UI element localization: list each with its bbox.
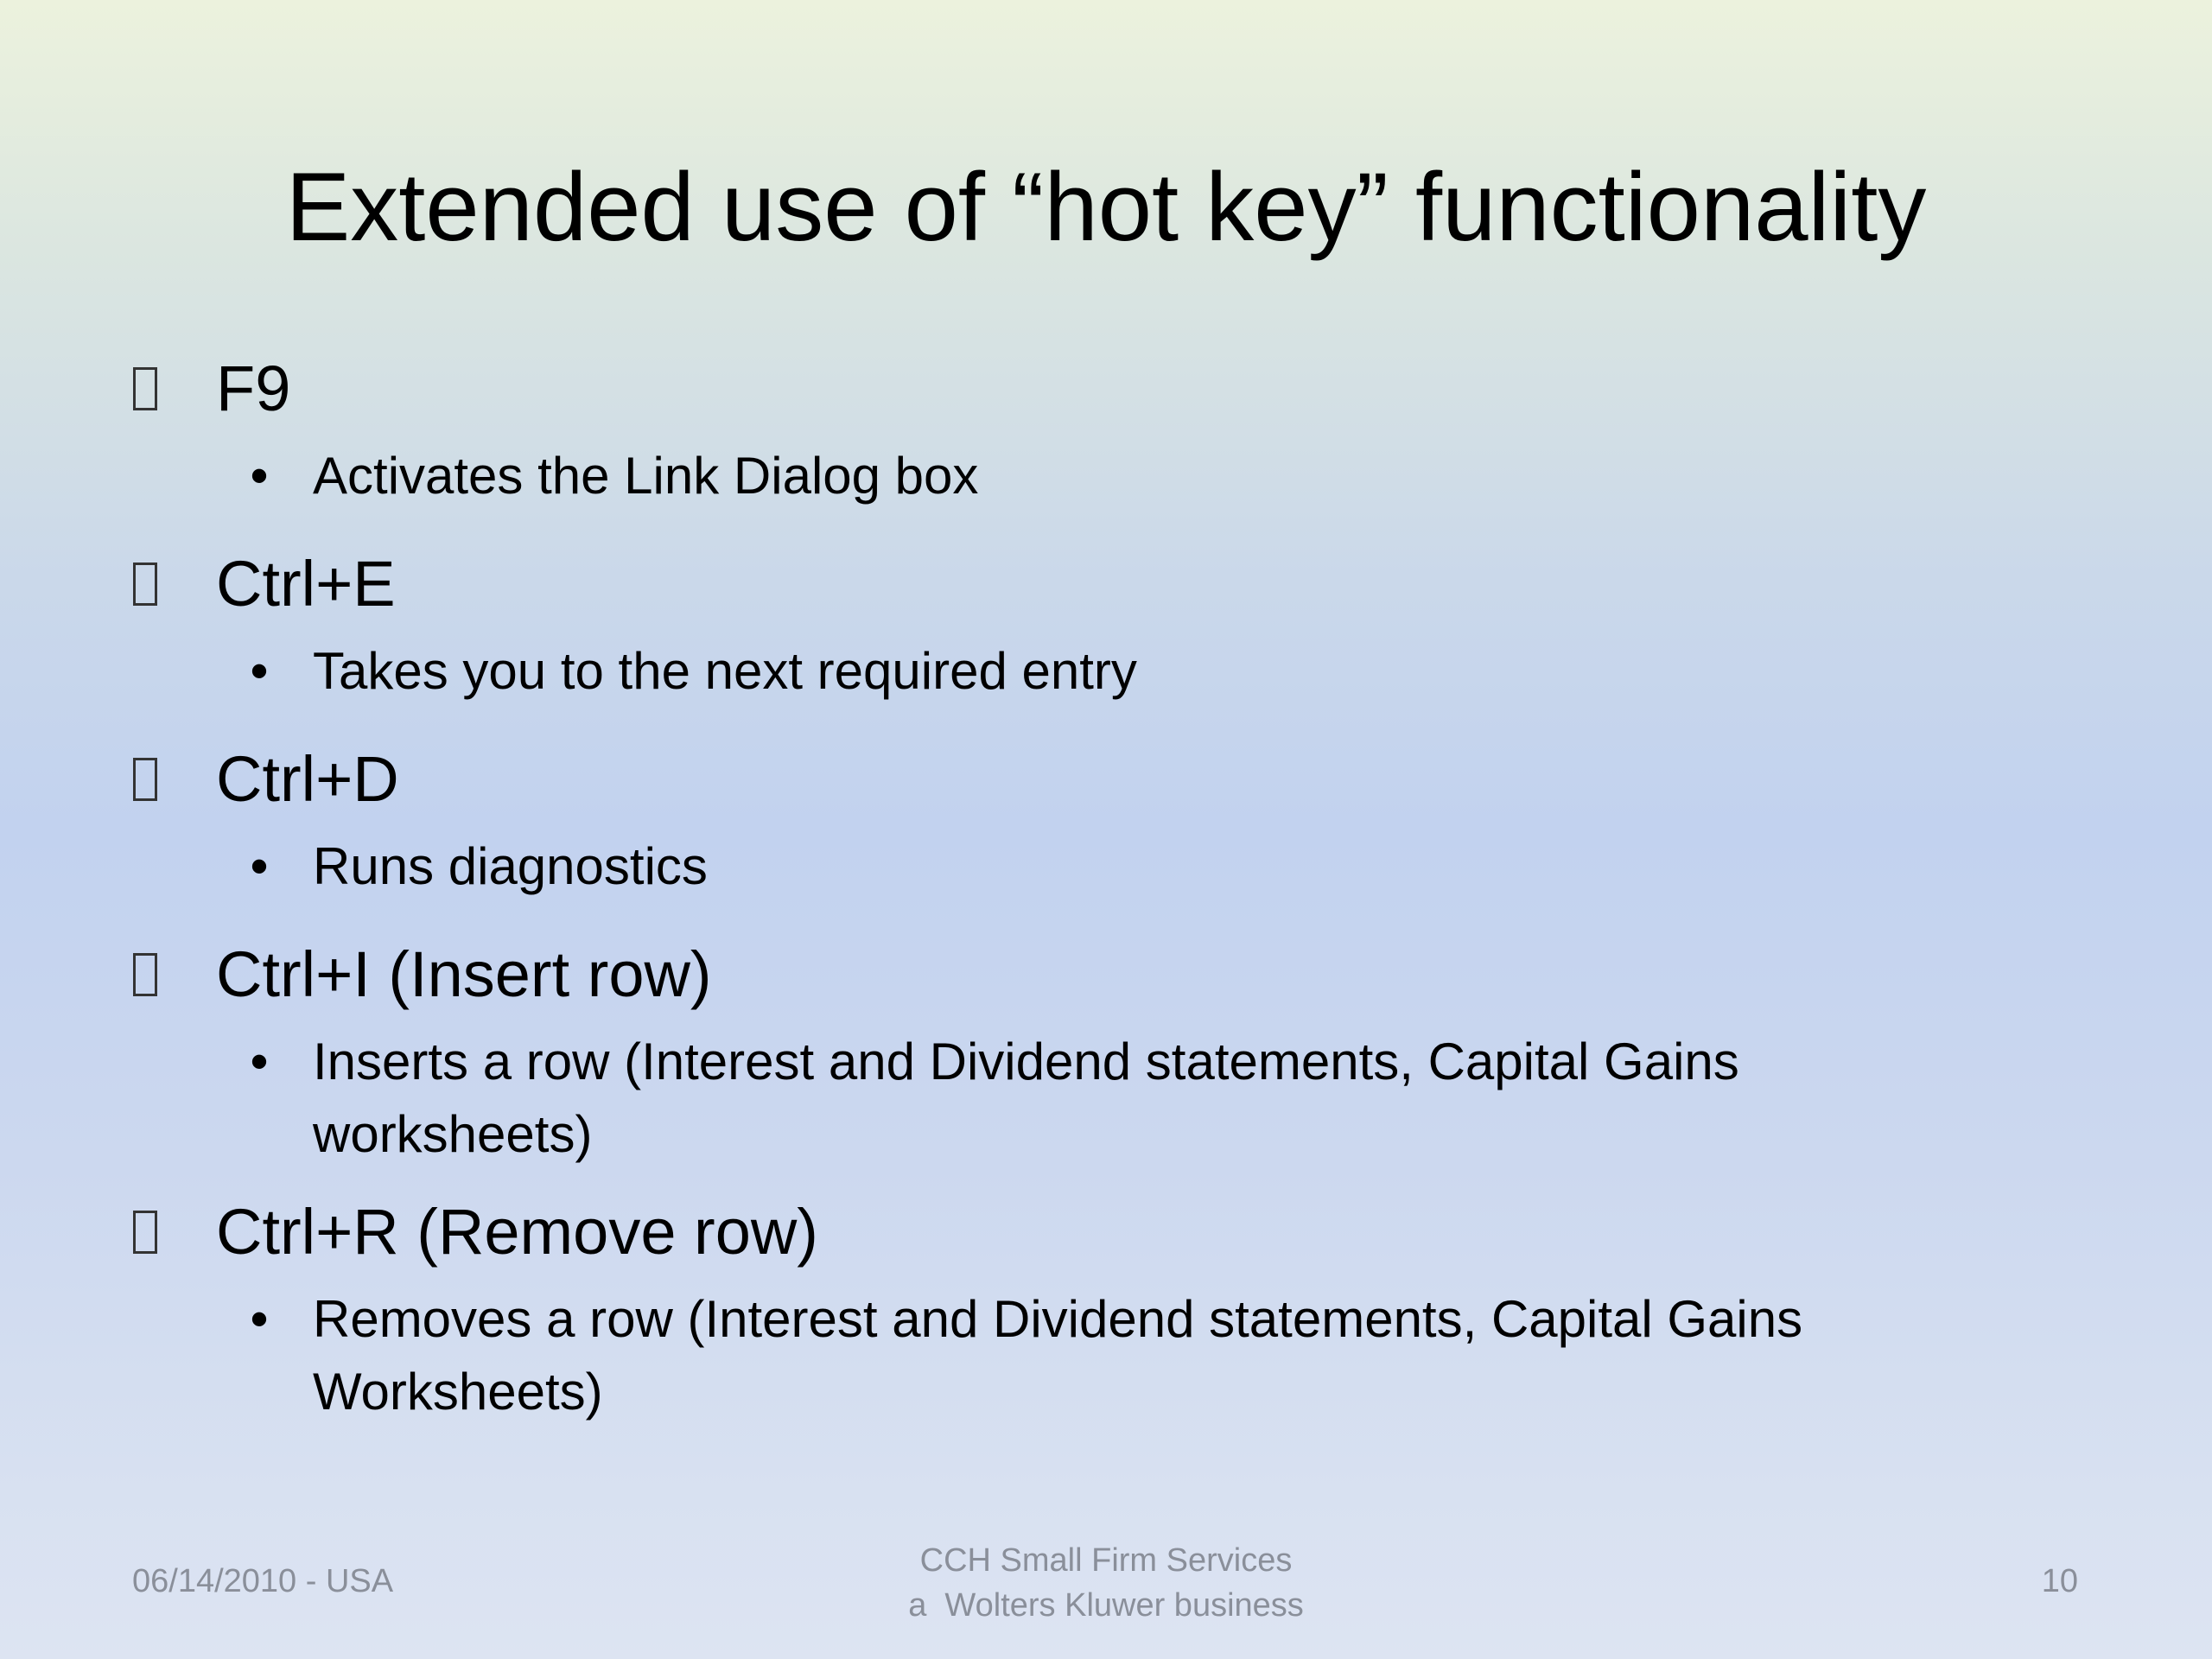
hotkey-ctrl-e xyxy=(130,537,2065,632)
footer-date: 06/14/2010 - USA xyxy=(132,1563,394,1599)
bullet-dot-icon: • xyxy=(250,447,269,505)
hotkey-list xyxy=(130,341,2065,1428)
hotkey-description xyxy=(130,1026,2032,1171)
description-text: Activates the Link Dialog box xyxy=(313,447,979,505)
description-text: Inserts a row (Interest and Dividend statements, Capital Gains worksheets) xyxy=(313,1033,1739,1163)
hotkey-f9 xyxy=(130,341,2065,436)
hotkey-description xyxy=(130,830,2032,903)
hotkey-ctrl-d xyxy=(130,732,2065,827)
hotkey-label: Ctrl+I (Insert row) xyxy=(216,938,712,1010)
hotkey-ctrl-i xyxy=(130,927,2065,1022)
footer-company xyxy=(760,1538,1452,1628)
bullet-dot-icon: • xyxy=(250,642,269,700)
hotkey-ctrl-r xyxy=(130,1185,2065,1280)
description-text: Runs diagnostics xyxy=(313,837,708,895)
hotkey-label: F9 xyxy=(216,353,291,424)
list-item xyxy=(130,1185,2065,1428)
checkbox-bullet-icon xyxy=(133,367,157,410)
checkbox-bullet-icon xyxy=(133,758,157,801)
hotkey-description xyxy=(130,440,2032,512)
list-item xyxy=(130,732,2065,903)
hotkey-label: Ctrl+E xyxy=(216,548,396,620)
checkbox-bullet-icon xyxy=(133,563,157,606)
description-text: Removes a row (Interest and Dividend statements, Capital Gains Worksheets) xyxy=(313,1290,1803,1421)
hotkey-label: Ctrl+R (Remove row) xyxy=(216,1196,818,1268)
checkbox-bullet-icon xyxy=(133,1211,157,1254)
footer-company-line1: CCH Small Firm Services xyxy=(919,1542,1293,1579)
hotkey-description xyxy=(130,635,2032,708)
list-item xyxy=(130,341,2065,512)
hotkey-label: Ctrl+D xyxy=(216,743,399,815)
page-number: 10 xyxy=(2041,1563,2078,1599)
footer-company-line2: a Wolters Kluwer business xyxy=(908,1587,1304,1624)
list-item xyxy=(130,537,2065,708)
bullet-dot-icon: • xyxy=(250,1033,269,1090)
checkbox-bullet-icon xyxy=(133,953,157,996)
bullet-dot-icon: • xyxy=(250,1290,269,1348)
bullet-dot-icon: • xyxy=(250,837,269,895)
hotkey-description xyxy=(130,1283,2032,1428)
description-text: Takes you to the next required entry xyxy=(313,642,1137,700)
list-item xyxy=(130,927,2065,1171)
slide-title: Extended use of “hot key” functionality xyxy=(285,153,1927,261)
